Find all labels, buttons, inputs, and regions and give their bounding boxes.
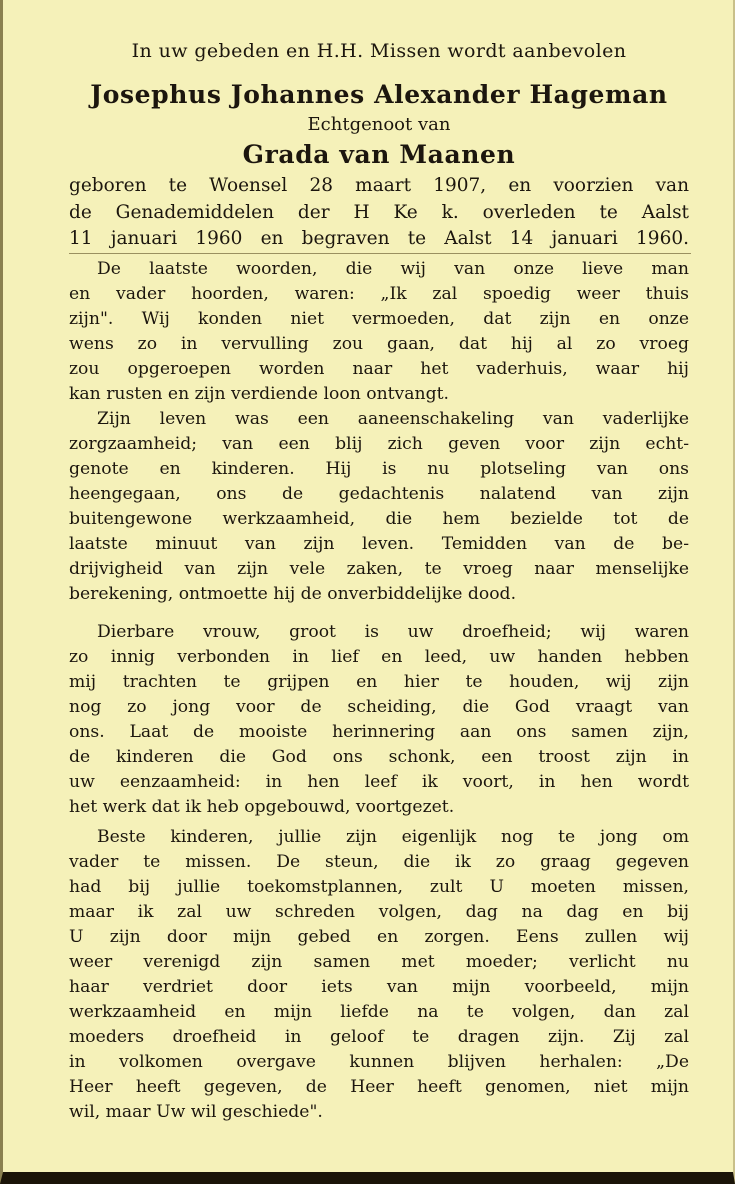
- text-line: uw eenzaamheid: in hen leef ik voort, in hen wordt: [69, 772, 689, 792]
- deceased-name: Josephus Johannes Alexander Hageman: [90, 80, 668, 109]
- text-line: genote en kinderen. Hij is nu plotseling van ons: [69, 459, 689, 479]
- text-line: U zijn door mijn gebed en zorgen. Eens zullen wij: [69, 927, 689, 947]
- spouse-label: Echtgenoot van: [307, 114, 451, 135]
- text-line: werkzaamheid en mijn liefde na te volgen, dan zal: [69, 1002, 689, 1022]
- text-line: het werk dat ik heb opgebouwd, voortgezet.: [69, 797, 455, 817]
- text-line: zorgzaamheid; van een blij zich geven voor zijn echt-: [69, 434, 689, 454]
- text-line: zou opgeroepen worden naar het vaderhuis, waar hij: [69, 359, 689, 379]
- text-line: weer verenigd zijn samen met moeder; verlicht nu: [69, 952, 689, 972]
- text-line: moeders droefheid in geloof te dragen zijn. Zij zal: [69, 1027, 689, 1047]
- text-line: Heer heeft gegeven, de Heer heeft genomen, niet mijn: [69, 1077, 689, 1097]
- text-line: nog zo jong voor de scheiding, die God vraagt van: [69, 697, 689, 717]
- birth-line: 11 januari 1960 en begraven te Aalst 14 januari 1960.: [69, 228, 689, 249]
- text-line: kan rusten en zijn verdiende loon ontvangt.: [69, 384, 449, 404]
- text-line: heengegaan, ons de gedachtenis nalatend van zijn: [69, 484, 689, 504]
- text-line: Beste kinderen, jullie zijn eigenlijk nog te jong om: [97, 827, 689, 847]
- text-line: haar verdriet door iets van mijn voorbeeld, mijn: [69, 977, 689, 997]
- text-line: berekening, ontmoette hij de onverbiddelijke dood.: [69, 584, 517, 604]
- text-line: Zijn leven was een aaneenschakeling van vaderlijke: [97, 409, 689, 429]
- text-line: zo innig verbonden in lief en leed, uw handen hebben: [69, 647, 689, 667]
- text-line: had bij jullie toekomstplannen, zult U moeten missen,: [69, 877, 689, 897]
- text-line: de kinderen die God ons schonk, een troost zijn in: [69, 747, 689, 767]
- text-line: wil, maar Uw wil geschiede".: [69, 1102, 323, 1122]
- text-line: vader te missen. De steun, die ik zo graag gegeven: [69, 852, 689, 872]
- text-line: buitengewone werkzaamheid, die hem bezielde tot de: [69, 509, 689, 529]
- text-line: mij trachten te grijpen en hier te houden, wij zijn: [69, 672, 689, 692]
- divider: [69, 253, 691, 254]
- text-line: maar ik zal uw schreden volgen, dag na dag en bij: [69, 902, 689, 922]
- text-line: Dierbare vrouw, groot is uw droefheid; wij waren: [97, 622, 689, 642]
- text-line: laatste minuut van zijn leven. Temidden van de be-: [69, 534, 689, 554]
- text-line: en vader hoorden, waren: „Ik zal spoedig weer thuis: [69, 284, 689, 304]
- text-line: wens zo in vervulling zou gaan, dat hij al zo vroeg: [69, 334, 689, 354]
- birth-line: geboren te Woensel 28 maart 1907, en voorzien van: [69, 175, 689, 196]
- text-line: De laatste woorden, die wij van onze lieve man: [97, 259, 689, 279]
- spouse-name: Grada van Maanen: [242, 140, 516, 169]
- intro-line: In uw gebeden en H.H. Missen wordt aanbevolen: [131, 40, 627, 62]
- text-line: ons. Laat de mooiste herinnering aan ons samen zijn,: [69, 722, 689, 742]
- text-line: drijvigheid van zijn vele zaken, te vroeg naar menselijke: [69, 559, 689, 579]
- text-line: zijn". Wij konden niet vermoeden, dat zijn en onze: [69, 309, 689, 329]
- birth-line: de Genademiddelen der H Ke k. overleden te Aalst: [69, 202, 689, 223]
- text-line: in volkomen overgave kunnen blijven herhalen: „De: [69, 1052, 689, 1072]
